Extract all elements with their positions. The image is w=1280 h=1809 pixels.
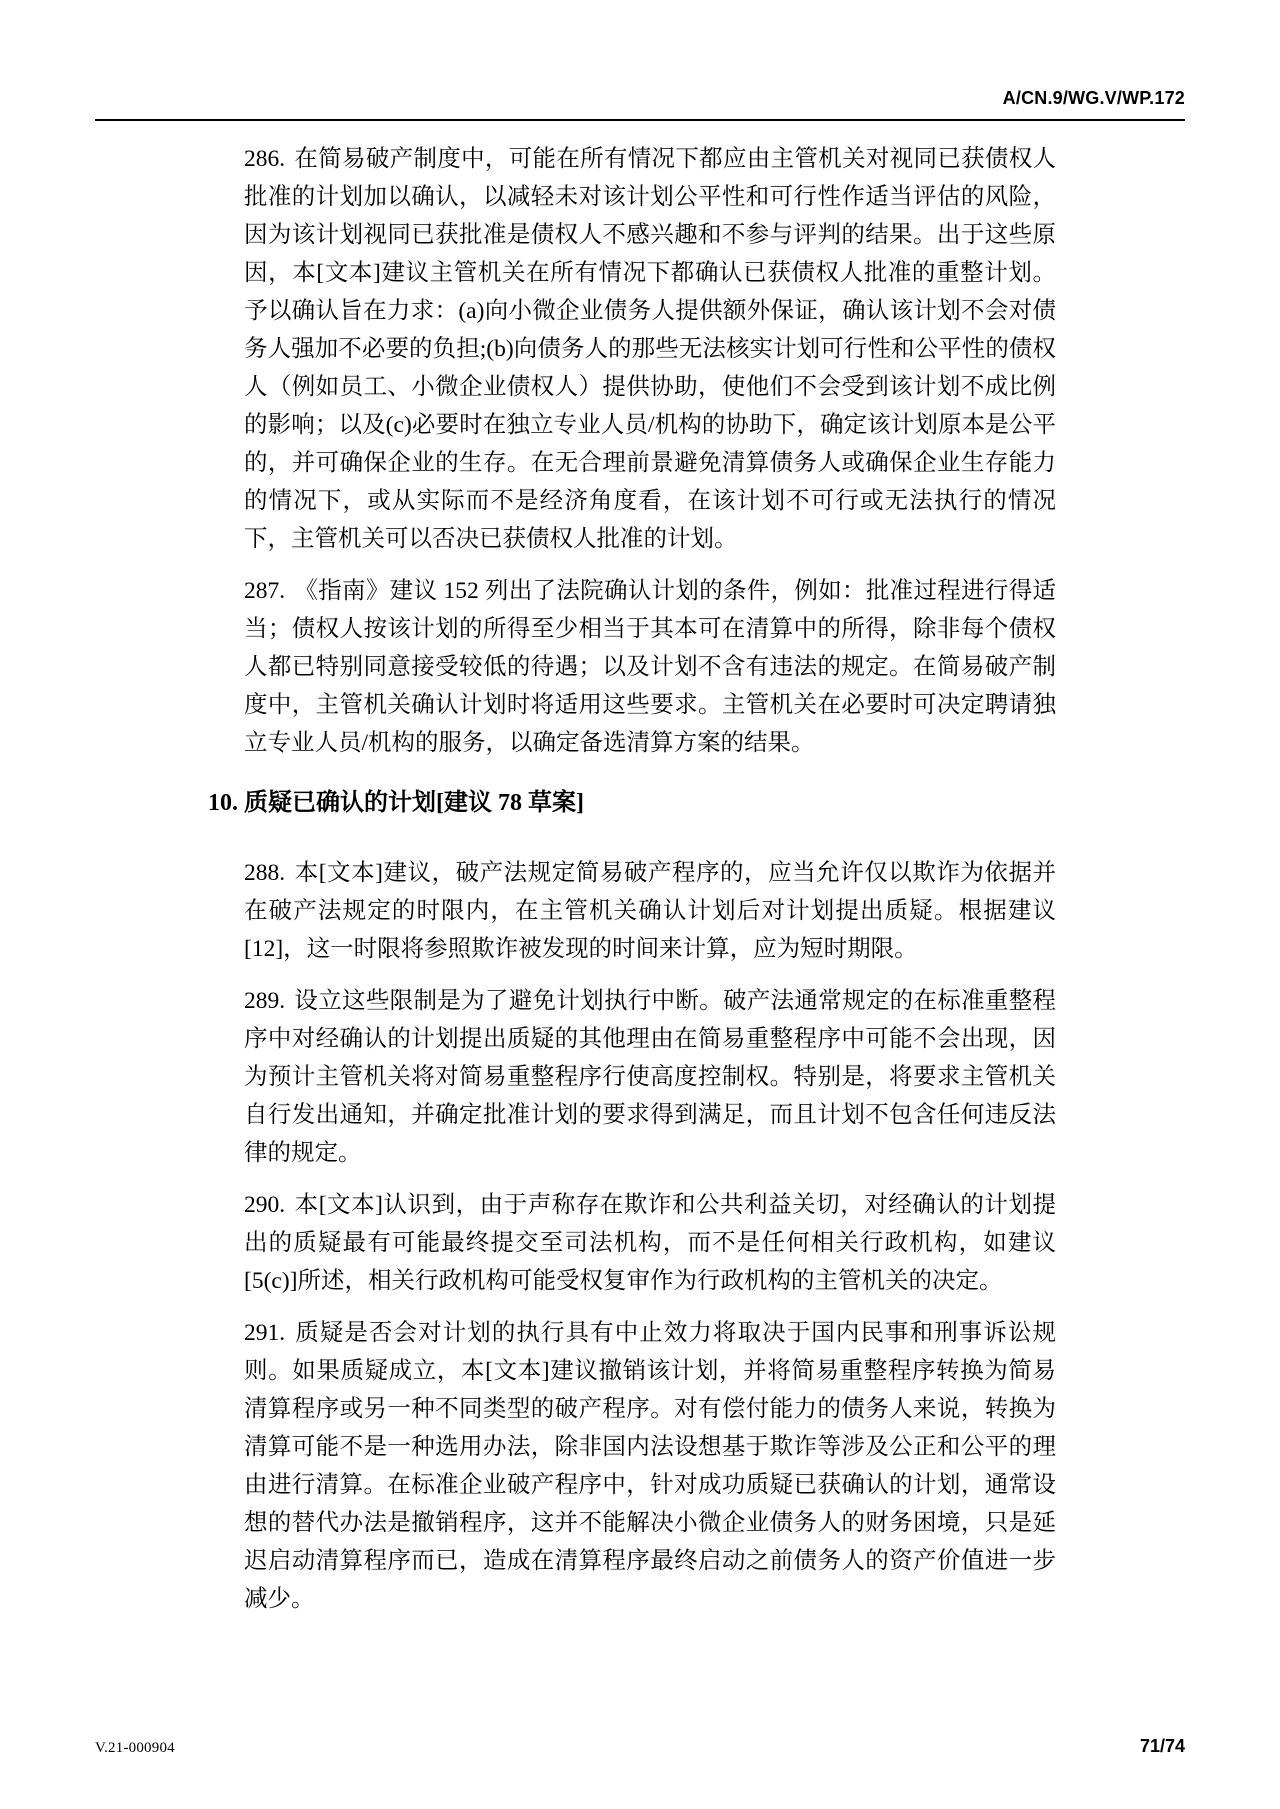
paragraph-number: 288. bbox=[244, 860, 286, 886]
paragraph-text: 在简易破产制度中，可能在所有情况下都应由主管机关对视同已获债权人批准的计划加以确认，以减轻未对该计划公平性和可行性作适当评估的风险，因为该计划视同已获批准是债权人不感兴趣和不参与评判的结果。出于这些原因，本[文本]建议主管机关在所有情况下都确认已获债权人批准的重整计划。予以确认旨在力求：(a)向小微企业债务人提供额外保证，确认该计划不会对债务人强加不必要的负担;(b)向债务人的那些无法核实计划可行性和公平性的债权人（例如员工、小微企业债权人）提供协助，使他们不会受到该计划不成比例的影响；以及(c)必要时在独立专业人员/机构的协助下，确定该计划原本是公平的，并可确保企业的生存。在无合理前景避免清算债务人或确保企业生存能力的情况下，或从实际而不是经济角度看，在该计划不可行或无法执行的情况下，主管机关可以否决已获债权人批准的计划。 bbox=[244, 146, 1056, 552]
document-body bbox=[208, 140, 1056, 1632]
paragraph-text: 设立这些限制是为了避免计划执行中断。破产法通常规定的在标准重整程序中对经确认的计划提出质疑的其他理由在简易重整程序中可能不会出现，因为预计主管机关将对简易重整程序行使高度控制权。特别是，将要求主管机关自行发出通知，并确定批准计划的要求得到满足，而且计划不包含任何违反法律的规定。 bbox=[244, 988, 1056, 1166]
header-rule bbox=[95, 119, 1185, 121]
paragraph-288 bbox=[244, 854, 1056, 968]
job-number: V.21-000904 bbox=[95, 1740, 175, 1756]
paragraph-289 bbox=[244, 982, 1056, 1172]
paragraph-number: 291. bbox=[244, 1320, 286, 1346]
paragraph-text: 本[文本]认识到，由于声称存在欺诈和公共利益关切，对经确认的计划提出的质疑最有可能最终提交至司法机构，而不是任何相关行政机构，如建议[5(c)]所述，相关行政机构可能受权复审作为行政机构的主管机关的决定。 bbox=[244, 1192, 1056, 1294]
section-heading-number: 10. bbox=[208, 790, 238, 816]
paragraph-text: 《指南》建议 152 列出了法院确认计划的条件，例如：批准过程进行得适当；债权人按该计划的所得至少相当于其本可在清算中的所得，除非每个债权人都已特别同意接受较低的待遇；以及计划不含有违法的规定。在简易破产制度中，主管机关确认计划时将适用这些要求。主管机关在必要时可决定聘请独立专业人员/机构的服务，以确定备选清算方案的结果。 bbox=[244, 578, 1056, 756]
paragraph-number: 290. bbox=[244, 1192, 286, 1218]
page-number: 71/74 bbox=[1139, 1736, 1185, 1756]
paragraph-text: 质疑是否会对计划的执行具有中止效力将取决于国内民事和刑事诉讼规则。如果质疑成立，本[文本]建议撤销该计划，并将简易重整程序转换为简易清算程序或另一种不同类型的破产程序。对有偿付能力的债务人来说，转换为清算可能不是一种选用办法，除非国内法设想基于欺诈等涉及公正和公平的理由进行清算。在标准企业破产程序中，针对成功质疑已获确认的计划，通常设想的替代办法是撤销程序，这并不能解决小微企业债务人的财务困境，只是延迟启动清算程序而已，造成在清算程序最终启动之前债务人的资产价值进一步减少。 bbox=[244, 1320, 1056, 1612]
doc-symbol: A/CN.9/WG.V/WP.172 bbox=[1002, 88, 1185, 108]
paragraph-286 bbox=[244, 140, 1056, 558]
paragraph-291 bbox=[244, 1314, 1056, 1618]
paragraph-number: 287. bbox=[244, 578, 286, 604]
section-heading bbox=[208, 788, 1056, 818]
paragraph-287 bbox=[244, 572, 1056, 762]
document-footer bbox=[95, 1736, 1185, 1757]
paragraph-text: 本[文本]建议，破产法规定简易破产程序的，应当允许仅以欺诈为依据并在破产法规定的时限内，在主管机关确认计划后对计划提出质疑。根据建议[12]，这一时限将参照欺诈被发现的时间来计算，应为短时期限。 bbox=[244, 860, 1056, 962]
paragraph-290 bbox=[244, 1186, 1056, 1300]
document-header bbox=[95, 88, 1185, 109]
paragraph-number: 286. bbox=[244, 146, 286, 172]
paragraph-number: 289. bbox=[244, 988, 286, 1014]
section-heading-title: 质疑已确认的计划[建议 78 草案] bbox=[244, 790, 584, 816]
